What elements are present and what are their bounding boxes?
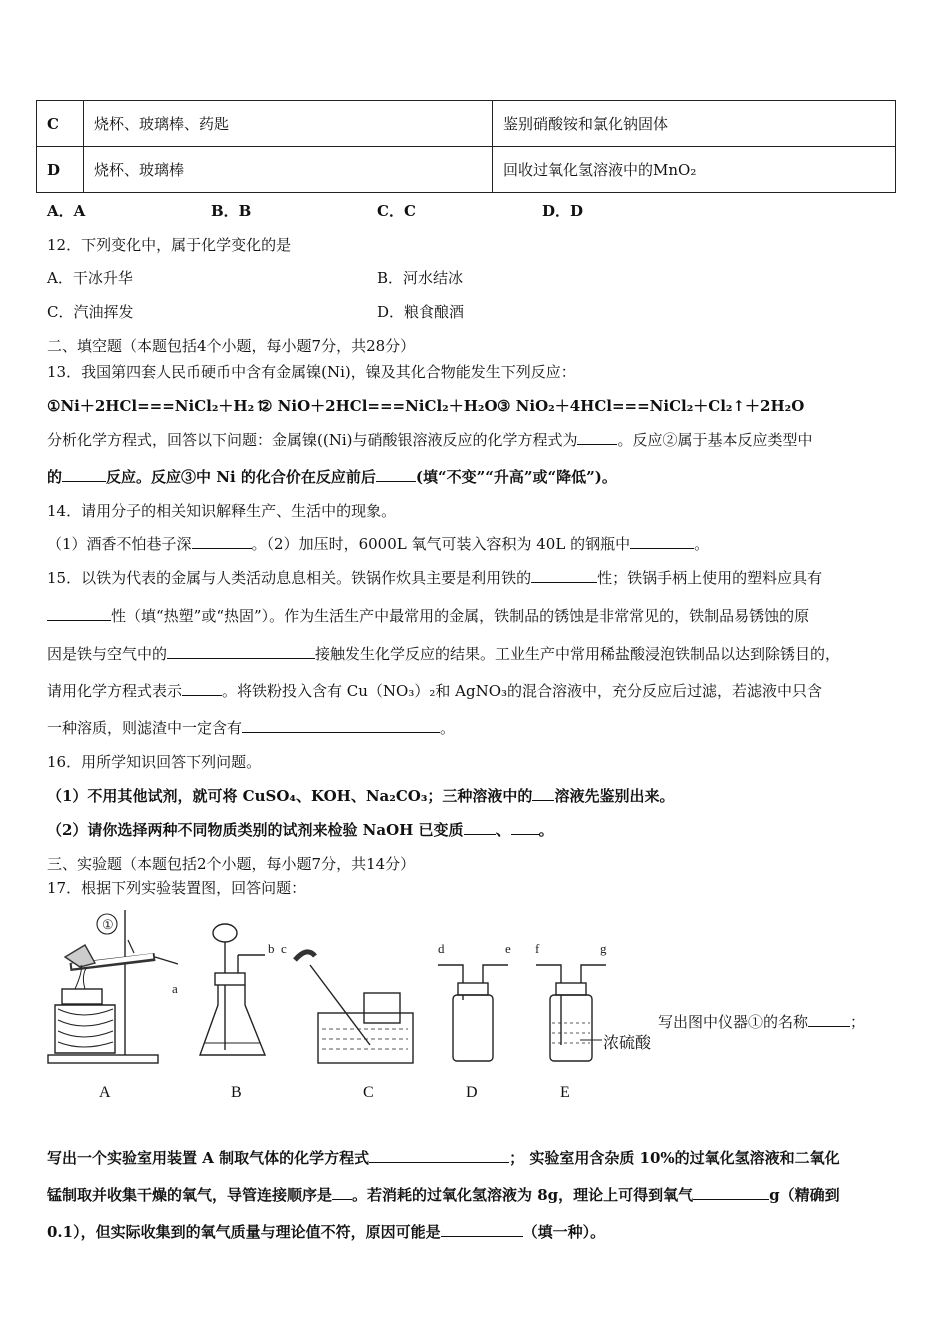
text: （1）酒香不怕巷子深 bbox=[47, 535, 192, 553]
q13-reaction-2: ② NiO＋2HCl===NiCl₂＋H₂O bbox=[259, 397, 498, 415]
answer-blank[interactable] bbox=[464, 820, 496, 835]
text: 写出图中仪器①的名称 bbox=[658, 1013, 809, 1031]
port-label: f bbox=[535, 941, 540, 956]
text: （1）不用其他试剂，就可将 CuSO₄、KOH、Na₂CO₃；三种溶液中的 bbox=[47, 787, 533, 805]
text: 。 bbox=[694, 535, 710, 553]
table-row bbox=[37, 147, 896, 193]
answer-blank[interactable] bbox=[376, 467, 416, 482]
q17-line3 bbox=[47, 1221, 605, 1242]
answer-blank[interactable] bbox=[192, 534, 252, 549]
text: 。（2）加压时，6000L 氧气可装入容积为 40L 的钢瓶中 bbox=[251, 535, 631, 553]
q17-side-question bbox=[658, 1011, 865, 1032]
q11-option-d[interactable]: D．D bbox=[542, 202, 584, 220]
port-label: e bbox=[505, 941, 511, 956]
answer-blank[interactable] bbox=[332, 1185, 352, 1200]
apparatus-e bbox=[535, 941, 607, 1061]
q12-option-b[interactable]: B．河水结冰 bbox=[377, 269, 464, 287]
text: 。 bbox=[440, 719, 456, 737]
q17-line1 bbox=[47, 1147, 840, 1168]
q15-line2 bbox=[47, 605, 809, 626]
answer-blank[interactable] bbox=[577, 430, 617, 445]
q13-line1 bbox=[47, 429, 813, 450]
row-purpose: 回收过氧化氢溶液中的MnO₂ bbox=[493, 147, 896, 193]
port-label: b bbox=[268, 941, 275, 956]
text: 写出一个实验室用装置 A 制取气体的化学方程式 bbox=[47, 1149, 370, 1167]
text: 溶液先鉴别出来。 bbox=[554, 787, 675, 805]
q15-line5 bbox=[47, 717, 455, 738]
q13-reaction-3: ③ NiO₂＋4HCl===NiCl₂＋Cl₂↑＋2H₂O bbox=[497, 397, 805, 415]
section-heading: 二、填空题（本题包括4个小题，每小题7分，共28分） bbox=[47, 337, 416, 355]
q12-option-a[interactable]: A．干冰升华 bbox=[47, 269, 133, 287]
text: 分析化学方程式，回答以下问题：金属镍((Ni)与硝酸银溶液反应的化学方程式为 bbox=[47, 431, 578, 449]
apparatus-b bbox=[200, 924, 275, 1055]
text: 。将铁粉投入含有 Cu（NO₃）₂和 AgNO₃的混合溶液中，充分反应后过滤，若滤液中只含 bbox=[222, 682, 823, 700]
text: 接触发生化学反应的结果。工业生产中常用稀盐酸浸泡铁制品以达到除锈目的， bbox=[315, 645, 841, 663]
apparatus-label-b: B bbox=[231, 1084, 242, 1101]
text: 。 bbox=[538, 821, 554, 839]
text: ； bbox=[850, 1013, 866, 1031]
q15-line4 bbox=[47, 680, 822, 701]
answer-blank[interactable] bbox=[441, 1222, 523, 1237]
q15-line1 bbox=[47, 567, 822, 588]
answer-blank[interactable] bbox=[808, 1012, 850, 1027]
answer-blank[interactable] bbox=[630, 534, 694, 549]
text: 、 bbox=[495, 821, 511, 839]
text: 15．以铁为代表的金属与人类活动息息相关。铁锅作炊具主要是利用铁的 bbox=[47, 569, 532, 587]
text: 的 bbox=[47, 468, 63, 486]
answer-blank[interactable] bbox=[47, 606, 111, 621]
port-label: d bbox=[438, 941, 445, 956]
answer-blank[interactable] bbox=[242, 718, 440, 733]
text: (填“不变”“升高”或“降低”)。 bbox=[415, 468, 617, 486]
row-purpose: 鉴别硝酸铵和氯化钠固体 bbox=[493, 101, 896, 147]
row-key: D bbox=[37, 147, 84, 193]
answer-blank[interactable] bbox=[369, 1148, 509, 1163]
text: （填一种）。 bbox=[522, 1223, 606, 1241]
text: 。若消耗的过氧化氢溶液为 8g，理论上可得到氧气 bbox=[352, 1186, 694, 1204]
q14-line1 bbox=[47, 533, 709, 554]
q11-option-b[interactable]: B．B bbox=[211, 202, 252, 220]
answer-blank[interactable] bbox=[182, 681, 222, 696]
text: 锰制取并收集干燥的氧气，导管连接顺序是 bbox=[47, 1186, 333, 1204]
port-label: c bbox=[281, 941, 287, 956]
acid-label: 浓硫酸 bbox=[603, 1033, 652, 1052]
q12-option-d[interactable]: D．粮食酿酒 bbox=[377, 303, 465, 321]
q17-stem: 17．根据下列实验装置图，回答问题： bbox=[47, 879, 307, 897]
section-heading: 三、实验题（本题包括2个小题，每小题7分，共14分） bbox=[47, 855, 416, 873]
q12-stem: 12．下列变化中，属于化学变化的是 bbox=[47, 236, 292, 254]
answer-blank[interactable] bbox=[531, 568, 597, 583]
text: 0.1），但实际收集到的氧气质量与理论值不符，原因可能是 bbox=[47, 1223, 441, 1241]
q11-option-a[interactable]: A．A bbox=[47, 202, 86, 220]
apparatus-label-d: D bbox=[466, 1084, 478, 1101]
apparatus-a bbox=[48, 910, 178, 1063]
text: （2）请你选择两种不同物质类别的试剂来检验 NaOH 已变质 bbox=[47, 821, 464, 839]
text: 反应。反应③中 Ni 的化合价在反应前后 bbox=[106, 468, 376, 486]
q16-stem: 16．用所学知识回答下列问题。 bbox=[47, 753, 262, 771]
answer-blank[interactable] bbox=[167, 644, 315, 659]
q16-line1 bbox=[47, 785, 674, 806]
text: 因是铁与空气中的 bbox=[47, 645, 168, 663]
row-tools: 烧杯、玻璃棒、药匙 bbox=[84, 101, 493, 147]
q11-option-c[interactable]: C．C bbox=[377, 202, 416, 220]
port-label: ① bbox=[102, 917, 114, 932]
apparatus-figure bbox=[40, 905, 660, 1105]
q13-reaction-1: ①Ni＋2HCl===NiCl₂＋H₂↑ bbox=[47, 397, 267, 415]
apparatus-label-a: A bbox=[99, 1084, 111, 1101]
text: 请用化学方程式表示 bbox=[47, 682, 183, 700]
text: 。反应②属于基本反应类型中 bbox=[617, 431, 813, 449]
q17-line2 bbox=[47, 1184, 840, 1205]
row-tools: 烧杯、玻璃棒 bbox=[84, 147, 493, 193]
q13-line2 bbox=[47, 466, 617, 487]
text: g（精确到 bbox=[769, 1186, 840, 1204]
q14-stem: 14．请用分子的相关知识解释生产、生活中的现象。 bbox=[47, 502, 397, 520]
answer-blank[interactable] bbox=[693, 1185, 769, 1200]
answer-blank[interactable] bbox=[62, 467, 106, 482]
q13-stem: 13．我国第四套人民币硬币中含有金属镍(Ni)，镍及其化合物能发生下列反应： bbox=[47, 363, 576, 381]
text: ； 实验室用含杂质 10%的过氧化氢溶液和二氧化 bbox=[509, 1149, 840, 1167]
apparatus-label-e: E bbox=[560, 1084, 570, 1101]
port-label: g bbox=[600, 941, 607, 956]
q15-line3 bbox=[47, 643, 840, 664]
apparatus-d bbox=[438, 941, 511, 1061]
port-label: a bbox=[172, 981, 178, 996]
q16-line2 bbox=[47, 819, 554, 840]
apparatus-label-c: C bbox=[363, 1084, 374, 1101]
row-key: C bbox=[37, 101, 84, 147]
text: 性（填“热塑”或“热固”）。作为生活生产中最常用的金属，铁制品的锈蚀是非常常见的，铁制品易锈蚀的原 bbox=[111, 607, 810, 625]
q12-option-c[interactable]: C．汽油挥发 bbox=[47, 303, 134, 321]
answer-blank[interactable] bbox=[532, 786, 554, 801]
text: 性；铁锅手柄上使用的塑料应具有 bbox=[597, 569, 823, 587]
answer-blank[interactable] bbox=[511, 820, 539, 835]
table-row bbox=[37, 101, 896, 147]
text: 一种溶质，则滤渣中一定含有 bbox=[47, 719, 243, 737]
apparatus-c bbox=[281, 941, 413, 1063]
options-table bbox=[36, 100, 896, 193]
